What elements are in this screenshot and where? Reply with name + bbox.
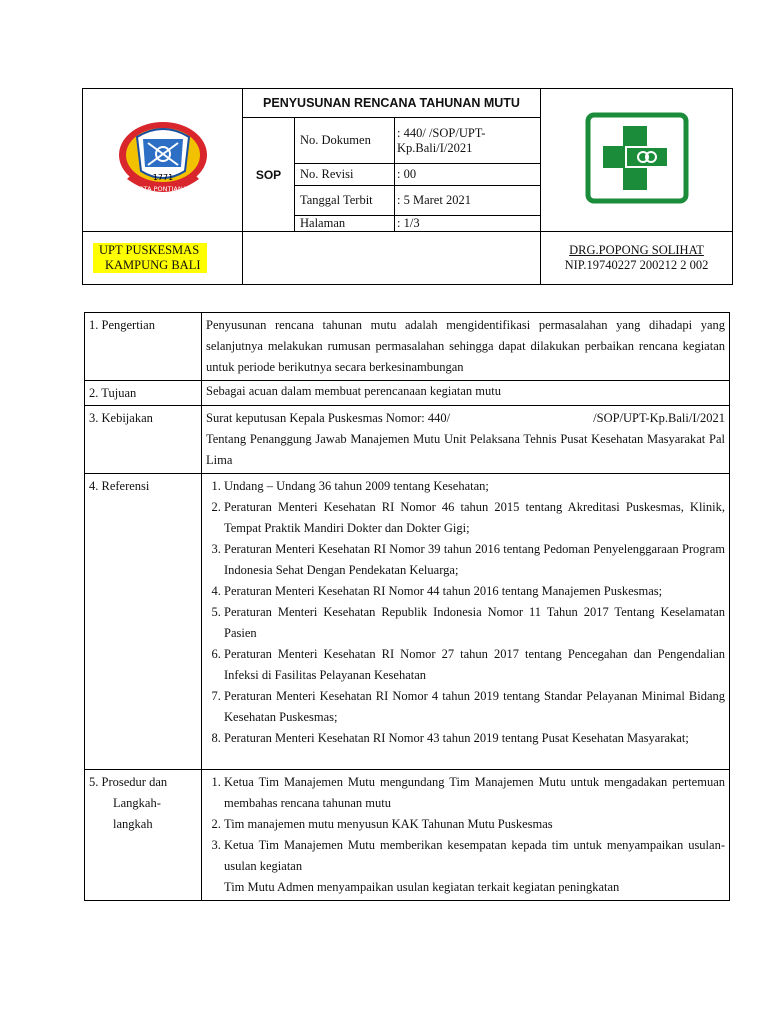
puskesmas-cross-logo — [585, 112, 689, 204]
label-pengertian: 1. Pengertian — [85, 313, 202, 381]
svg-text:KOTA PONTIANAK: KOTA PONTIANAK — [134, 184, 191, 193]
meta-value-no-dokumen: : 440/ /SOP/UPT-Kp.Bali/I/2021 — [395, 118, 541, 164]
logo-left-cell — [83, 89, 243, 232]
label-prosedur-line3: langkah — [113, 817, 153, 831]
logo-right-cell — [541, 89, 733, 232]
meta-value-no-revisi: : 00 — [395, 164, 541, 186]
label-prosedur-line2: Langkah- — [113, 796, 161, 810]
unit-name-line2: KAMPUNG BALI — [105, 257, 201, 272]
document-title: PENYUSUNAN RENCANA TAHUNAN MUTU — [243, 89, 541, 118]
meta-label-tanggal-terbit: Tanggal Terbit — [295, 186, 395, 216]
sop-header-table — [82, 88, 733, 285]
list-item: 3. Ketua Tim Manajemen Mutu memberikan kesempatan kepada tim untuk menyampaikan usulan-usulan kegiatan — [224, 835, 725, 877]
unit-cell — [83, 232, 243, 285]
blank-cell — [243, 232, 541, 285]
list-item: 2. Peraturan Menteri Kesehatan RI Nomor 46 tahun 2015 tentang Akreditasi Puskesmas, Klinik, Tempat Praktik Mandiri Dokter dan Dokter Gigi; — [224, 497, 725, 539]
label-prosedur — [85, 770, 202, 901]
list-item: 1. Ketua Tim Manajemen Mutu mengundang Tim Manajemen Mutu untuk mengadakan pertemuan membahas rencana tahunan mutu — [224, 772, 725, 814]
meta-label-no-dokumen: No. Dokumen — [295, 118, 395, 164]
meta-label-no-revisi: No. Revisi — [295, 164, 395, 186]
list-item: 6. Peraturan Menteri Kesehatan RI Nomor 27 tahun 2017 tentang Pencegahan dan Pengendalian Infeksi di Fasilitas Pelayanan Kesehatan — [224, 644, 725, 686]
row-tujuan — [85, 381, 730, 406]
signer-name: DRG.POPONG SOLIHAT — [569, 243, 704, 257]
meta-value-tanggal-terbit: : 5 Maret 2021 — [395, 186, 541, 216]
list-item: 4. Tim Mutu Admen menyampaikan usulan kegiatan terkait kegiatan peningkatan — [224, 877, 725, 898]
list-item: 4. Peraturan Menteri Kesehatan RI Nomor 44 tahun 2016 tentang Manajemen Puskesmas; — [224, 581, 725, 602]
label-kebijakan: 3. Kebijakan — [85, 406, 202, 474]
row-pengertian — [85, 313, 730, 381]
row-kebijakan — [85, 406, 730, 474]
row-referensi — [85, 474, 730, 770]
label-referensi: 4. Referensi — [85, 474, 202, 770]
svg-text:1771: 1771 — [152, 172, 173, 182]
kebijakan-sk-code: /SOP/UPT-Kp.Bali/I/2021 — [593, 411, 725, 425]
referensi-list — [206, 476, 725, 749]
prosedur-list — [206, 772, 725, 898]
text-pengertian: Penyusunan rencana tahunan mutu adalah mengidentifikasi permasalahan yang dihadapi yang selanjutnya melakukan rumusan permasalahan sehingga dapat dilakukan perbaikan rencana kegiatan untuk periode berikutnya secara berkesinambungan — [202, 313, 730, 381]
signer-cell — [541, 232, 733, 285]
kota-pontianak-logo — [113, 115, 213, 201]
signer-nip: NIP.19740227 200212 2 002 — [564, 258, 709, 272]
sop-label: SOP — [243, 118, 295, 232]
list-item: 7. Peraturan Menteri Kesehatan RI Nomor 4 tahun 2019 tentang Standar Pelayanan Minimal Bidang Kesehatan Puskesmas; — [224, 686, 725, 728]
cell-referensi — [202, 474, 730, 770]
text-tujuan: Sebagai acuan dalam membuat perencanaan kegiatan mutu — [202, 381, 730, 406]
list-item: 5. Peraturan Menteri Kesehatan Republik Indonesia Nomor 11 Tahun 2017 Tentang Keselamatan Pasien — [224, 602, 725, 644]
meta-label-halaman: Halaman — [295, 216, 395, 232]
list-item: 2. Tim manajemen mutu menyusun KAK Tahunan Mutu Puskesmas — [224, 814, 725, 835]
list-item: 3. Peraturan Menteri Kesehatan RI Nomor 39 tahun 2016 tentang Pedoman Penyelenggaraan Program Indonesia Sehat Dengan Pendekatan Keluarga; — [224, 539, 725, 581]
list-item: 1. Undang – Undang 36 tahun 2009 tentang Kesehatan; — [224, 476, 725, 497]
cell-kebijakan — [202, 406, 730, 474]
label-prosedur-line1: 5. Prosedur dan — [89, 775, 168, 789]
kebijakan-text: Tentang Penanggung Jawab Manajemen Mutu Unit Pelaksana Tehnis Pusat Kesehatan Masyarakat Pal Lima — [206, 432, 725, 467]
meta-value-halaman: : 1/3 — [395, 216, 541, 232]
row-prosedur — [85, 770, 730, 901]
unit-name-line1: UPT PUSKESMAS — [99, 242, 200, 257]
list-item: 8. Peraturan Menteri Kesehatan RI Nomor 43 tahun 2019 tentang Pusat Kesehatan Masyarakat; — [224, 728, 725, 749]
sop-body-table — [84, 312, 730, 901]
kebijakan-sk-number: Surat keputusan Kepala Puskesmas Nomor: 440/ — [206, 411, 451, 425]
label-tujuan: 2. Tujuan — [85, 381, 202, 406]
cell-prosedur — [202, 770, 730, 901]
